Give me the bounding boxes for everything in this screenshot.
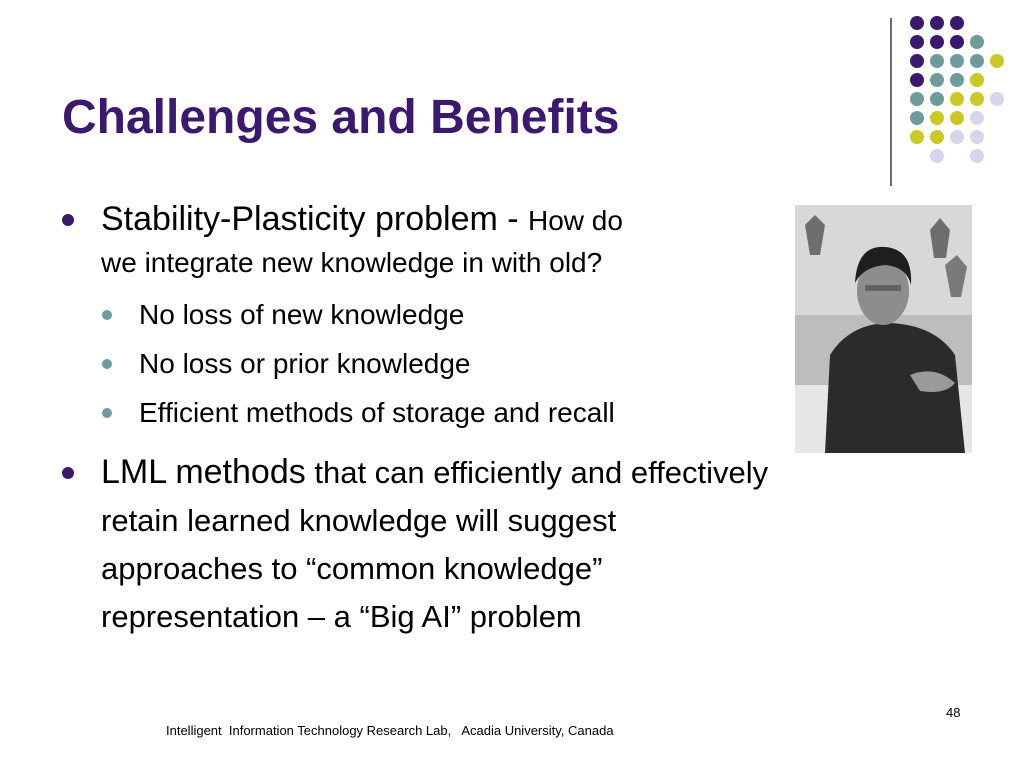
sub-bullet-dot-icon [102, 408, 112, 418]
dot-icon [950, 130, 964, 144]
dot-icon [970, 73, 984, 87]
title-divider [890, 18, 892, 186]
dot-icon [930, 16, 944, 30]
dot-icon [950, 73, 964, 87]
sub-bullet-dot-icon [102, 359, 112, 369]
dot-icon [910, 111, 924, 125]
dot-icon [930, 149, 944, 163]
sub-bullet-text: Efficient methods of storage and recall [139, 397, 615, 428]
slide-footer: Intelligent Information Technology Research Lab, Acadia University, Canada [166, 723, 614, 738]
sub-bullet-text: No loss or prior knowledge [139, 348, 471, 379]
dot-icon [930, 35, 944, 49]
dot-icon [990, 54, 1004, 68]
dot-icon [950, 92, 964, 106]
bullet-dot-icon [62, 467, 74, 479]
sub-bullet-text: No loss of new knowledge [139, 299, 465, 330]
dot-icon [910, 73, 924, 87]
dot-icon [930, 111, 944, 125]
portrait-photo-icon [795, 205, 972, 453]
dot-icon [910, 35, 924, 49]
bullet-dot-icon [62, 214, 74, 226]
dot-icon [910, 130, 924, 144]
dot-icon [970, 92, 984, 106]
bullet-small-text: How do [528, 205, 623, 236]
dot-icon [930, 130, 944, 144]
bullet-main-text: LML methods [101, 453, 306, 491]
dot-icon [950, 111, 964, 125]
dot-icon [910, 16, 924, 30]
dot-icon [930, 73, 944, 87]
bullet-rest-text: that can efficiently and effectively [305, 455, 769, 490]
dot-icon [930, 92, 944, 106]
slide-title: Challenges and Benefits [62, 91, 620, 144]
dot-icon [910, 54, 924, 68]
dot-icon [970, 130, 984, 144]
dot-icon [950, 16, 964, 30]
bullet-continuation-text: approaches to “common knowledge” [101, 551, 603, 586]
dot-icon [930, 54, 944, 68]
dot-icon [970, 35, 984, 49]
bullet-continuation-text: representation – a “Big AI” problem [101, 599, 582, 634]
bullet-continuation-text: retain learned knowledge will suggest [101, 503, 617, 538]
dot-icon [990, 92, 1004, 106]
sub-bullet-dot-icon [102, 310, 112, 320]
dot-icon [950, 54, 964, 68]
dot-icon [970, 111, 984, 125]
dot-icon [950, 35, 964, 49]
dot-icon [970, 54, 984, 68]
dot-icon [970, 149, 984, 163]
bullet-continuation-text: we integrate new knowledge in with old? [101, 247, 603, 278]
page-number: 48 [946, 705, 961, 720]
dot-icon [910, 92, 924, 106]
bullet-main-text: Stability-Plasticity problem - [101, 200, 529, 238]
